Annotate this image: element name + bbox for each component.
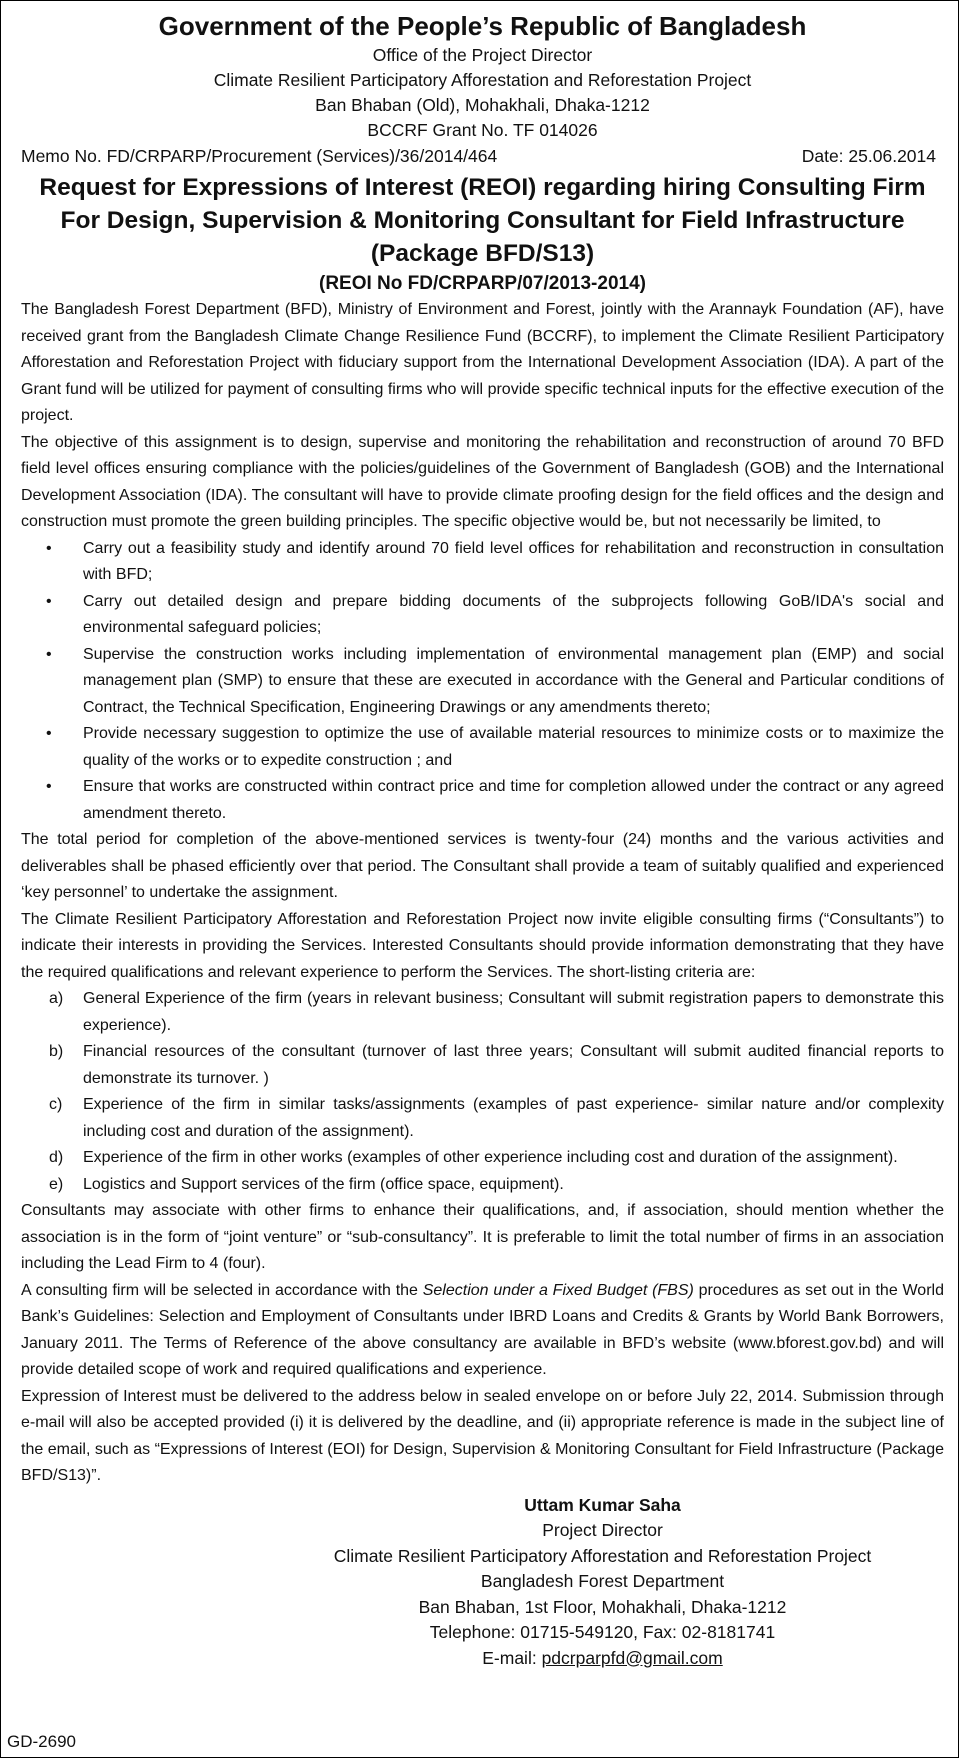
paragraph-period: The total period for completion of the above-mentioned services is twenty-four (24) months and the various activities and deliverables shall be phased efficiently over that period. The Consultant shall provide a team of suitably qualified and experienced ‘key personnel’ to undertake the assignment. [21,831,944,901]
objective-item: • Carry out a feasibility study and identify around 70 field level offices for rehabilitation and reconstruction in consultation with BFD; [83,536,944,589]
objective-item: • Carry out detailed design and prepare bidding documents of the subprojects following GoB/IDA's social and environmental safeguard policies; [83,589,944,642]
objective-item: • Supervise the construction works including implementation of environmental management plan (EMP) and social management plan (SMP) to ensure that these are executed in accordance with the General and Particular conditions of Contract, the Technical Specification, Engineering Drawings or any amendments thereto; [83,642,944,722]
criteria-marker: e) [49,1175,64,1193]
criteria-text: Logistics and Support services of the firm (office space, equipment). [83,1175,564,1193]
signatory-project: Climate Resilient Participatory Afforestation and Reforestation Project [333,1545,872,1566]
address-line: Ban Bhaban (Old), Mohakhali, Dhaka-1212 [315,95,650,115]
signature-block [21,1493,944,1672]
office-line: Office of the Project Director [372,45,593,65]
paragraph-background: The Bangladesh Forest Department (BFD), Ministry of Environment and Forest, jointly with the Arannayk Foundation (AF), have received grant from the Bangladesh Climate Change Resilience Fund (BCCRF), to implement the Climate Resilient Participatory Afforestation and Reforestation Project with fiduciary support from the International Development Association (IDA). A part of the Grant fund will be utilized for payment of consulting firms who will provide specific technical inputs for the effective execution of the project. [21,301,944,424]
title-line-1: Request for Expressions of Interest (REOI) regarding hiring Consulting Firm [39,174,926,201]
paragraph-association: Consultants may associate with other firms to enhance their qualifications, and, if association, should mention whether the association is in the form of “joint venture” or “sub-consultancy”. It is preferable to limit the total number of firms in an association including the Lead Firm to 4 (four). [21,1202,944,1272]
government-heading: Government of the People’s Republic of Bangladesh [158,11,807,41]
objective-item: • Ensure that works are constructed within contract price and time for completion allowed under the contract or any agreed amendment thereto. [83,774,944,827]
signatory-designation: Project Director [542,1520,663,1540]
signatory-department: Bangladesh Forest Department [480,1571,725,1591]
selection-method: Selection under a Fixed Budget (FBS) [422,1281,694,1299]
paragraph-objective: The objective of this assignment is to design, supervise and monitoring the rehabilitation and reconstruction of around 70 BFD field level offices ensuring compliance with the policies/guidelines of the Government of Bangladesh (GOB) and the International Development Association (IDA). The consultant will have to provide climate proofing design for the field offices and the design and construction must promote the green building principles. The specific objective would be, but not necessarily be limited, to [21,433,944,530]
criteria-item [49,1039,944,1092]
criteria-item [49,986,944,1039]
memo-row [21,143,944,169]
criteria-text: Experience of the firm in other works (examples of other experience including cost and duration of the assignment). [83,1149,898,1166]
objective-item: • Provide necessary suggestion to optimize the use of available material resources to minimize costs or to maximize the quality of the works or to expedite construction ; and [83,721,944,774]
email-link[interactable]: pdcrparpfd@gmail.com [541,1647,723,1668]
document-title [21,171,944,270]
criteria-item [49,1145,944,1172]
criteria-text: General Experience of the firm (years in relevant business; Consultant will submit registration papers to demonstrate this experience). [83,990,944,1034]
signatory-name: Uttam Kumar Saha [524,1494,681,1515]
objective-list [21,536,944,828]
paragraph-selection [21,1278,944,1384]
grant-line: BCCRF Grant No. TF 014026 [367,120,598,140]
reoi-number: (REOI No FD/CRPARP/07/2013-2014) [319,273,646,294]
criteria-marker: d) [49,1149,64,1166]
shortlisting-criteria [21,986,944,1198]
title-line-3: (Package BFD/S13) [370,240,595,267]
criteria-marker: b) [49,1043,64,1060]
selection-text-pre: A consulting firm will be selected in accordance with the [21,1281,423,1299]
criteria-item [49,1092,944,1145]
signatory-telephone: Telephone: 01715-549120, Fax: 02-8181741 [429,1622,776,1642]
criteria-marker: c) [49,1096,63,1113]
criteria-item [49,1172,944,1199]
memo-date: Date: 25.06.2014 [801,146,936,166]
signatory-address: Ban Bhaban, 1st Floor, Mohakhali, Dhaka-1212 [418,1596,787,1617]
paragraph-invitation: The Climate Resilient Participatory Afforestation and Reforestation Project now invite eligible consulting firms (“Consultants”) to indicate their interests in providing the Services. Interested Consultants should provide information demonstrating that they have the required qualifications and relevant experience to perform the Services. The short-listing criteria are: [21,910,944,981]
signatory-email-line [261,1646,944,1672]
paragraph-submission: Expression of Interest must be delivered to the address below in sealed envelope on or before July 22, 2014. Submission through e-mail will also be accepted provided (i) it is delivered by the deadline, and (ii) appropriate reference is made in the subject line of the email, such as “Expressions of Interest (EOI) for Design, Supervision & Monitoring Consultant for Field Infrastructure (Package BFD/S13)”. [21,1387,944,1484]
memo-number: Memo No. FD/CRPARP/Procurement (Services)/36/2014/464 [21,146,498,166]
project-line: Climate Resilient Participatory Afforestation and Reforestation Project [213,70,752,90]
gd-number: GD-2690 [7,1731,76,1751]
selection-text-post: procedures as set out in the World Bank’s Guidelines: Selection and Employment of Consultants under IBRD Loans and Credits & Grants by World Bank Borrowers, January 2011. The Terms of Reference of the above consultancy are available in BFD’s website (www.bforest.gov.bd) and will provide detailed scope of work and required qualifications and experience. [21,1281,944,1378]
title-line-2: For Design, Supervision & Monitoring Consultant for Field Infrastructure [60,207,905,234]
email-label: E-mail: [482,1647,542,1668]
criteria-text: Experience of the firm in similar tasks/assignments (examples of past experience- similar nature and/or complexity including cost and duration of the assignment). [83,1096,944,1140]
criteria-marker: a) [49,990,64,1007]
criteria-text: Financial resources of the consultant (turnover of last three years; Consultant will submit audited financial reports to demonstrate its turnover. ) [83,1043,944,1087]
